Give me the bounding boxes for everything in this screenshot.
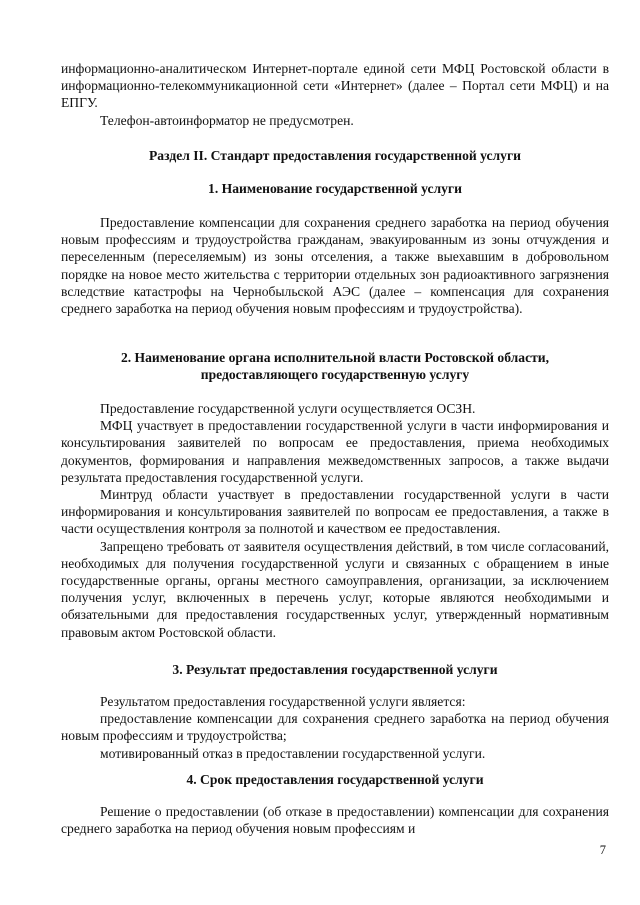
subsection-4-title: 4. Срок предоставления государственной услуги bbox=[186, 772, 484, 787]
subsection-4-paragraph-1: Решение о предоставлении (об отказе в предоставлении) компенсации для сохранения среднего заработка на период обучения новым профессиям и bbox=[61, 804, 609, 837]
subsection-3-paragraph-2: предоставление компенсации для сохранения среднего заработка на период обучения новым профессиям и трудоустройства; bbox=[61, 711, 609, 744]
section-title: Раздел II. Стандарт предоставления государственной услуги bbox=[149, 148, 521, 163]
subsection-1-title: 1. Наименование государственной услуги bbox=[208, 181, 462, 196]
subsection-2-title-line1: 2. Наименование органа исполнительной власти Ростовской области, bbox=[120, 350, 550, 365]
subsection-2-paragraph-2: МФЦ участвует в предоставлении государственной услуги в части информирования и консультирования заявителей по вопросам ее предоставления, приема необходимых документов, формирования и направления межведомственных запросов, а также выдачи результата предоставления государственной услуги. bbox=[61, 418, 609, 485]
intro-paragraph: информационно-аналитическом Интернет-портале единой сети МФЦ Ростовской области в информационно-телекоммуникационной сети «Интернет» (далее – Портал сети МФЦ) и на ЕПГУ. bbox=[61, 61, 609, 111]
subsection-3 bbox=[61, 661, 609, 678]
subsection-2-paragraph-4: Запрещено требовать от заявителя осуществления действий, в том числе согласований, необходимых для получения государственной услуги и связанных с обращением в иные государственные органы, органы местного самоуправления, организации, за исключением получения услуг, включенных в перечень услуг, которые являются необходимыми и обязательными для предоставления государственных услуг, утвержденный нормативным правовым актом Ростовской области. bbox=[61, 538, 609, 640]
section-heading-block bbox=[61, 147, 609, 164]
subsection-1-paragraph: Предоставление компенсации для сохранения среднего заработка на период обучения новым профессиям и трудоустройства гражданам, эвакуированным из зоны отчуждения и переселенным (переселяемым) из зоны отселения, а также выехавшим в добровольном порядке на новое место жительства с территории отдельных зон радиоактивного загрязнения вследствие катастрофы на Чернобыльской АЭС (далее – компенсация для сохранения среднего заработка на период обучения новым профессиям и трудоустройства). bbox=[61, 215, 609, 317]
subsection-3-body bbox=[61, 693, 609, 762]
page-number: 7 bbox=[599, 843, 606, 857]
subsection-3-paragraph-1: Результатом предоставления государственной услуги является: bbox=[100, 694, 466, 709]
subsection-2-paragraph-3: Минтруд области участвует в предоставлении государственной услуги в части информирования и консультирования заявителей по вопросам ее предоставления, а также в части осуществления контроля за полнотой и качеством ее предоставления. bbox=[61, 487, 609, 537]
subsection-2-paragraph-1: Предоставление государственной услуги осуществляется ОСЗН. bbox=[100, 401, 476, 416]
subsection-1-body bbox=[61, 214, 609, 317]
subsection-2 bbox=[61, 349, 609, 383]
subsection-2-body bbox=[61, 400, 609, 641]
subsection-3-paragraph-3: мотивированный отказ в предоставлении государственной услуги. bbox=[100, 745, 486, 761]
subsection-4-body bbox=[61, 803, 609, 837]
intro-phone-note: Телефон-автоинформатор не предусмотрен. bbox=[100, 112, 354, 128]
subsection-3-title: 3. Результат предоставления государственной услуги bbox=[172, 662, 498, 677]
intro-block bbox=[61, 60, 609, 129]
subsection-4 bbox=[61, 771, 609, 788]
subsection-2-title-line2: предоставляющего государственную услугу bbox=[200, 367, 470, 383]
subsection-1 bbox=[61, 180, 609, 197]
